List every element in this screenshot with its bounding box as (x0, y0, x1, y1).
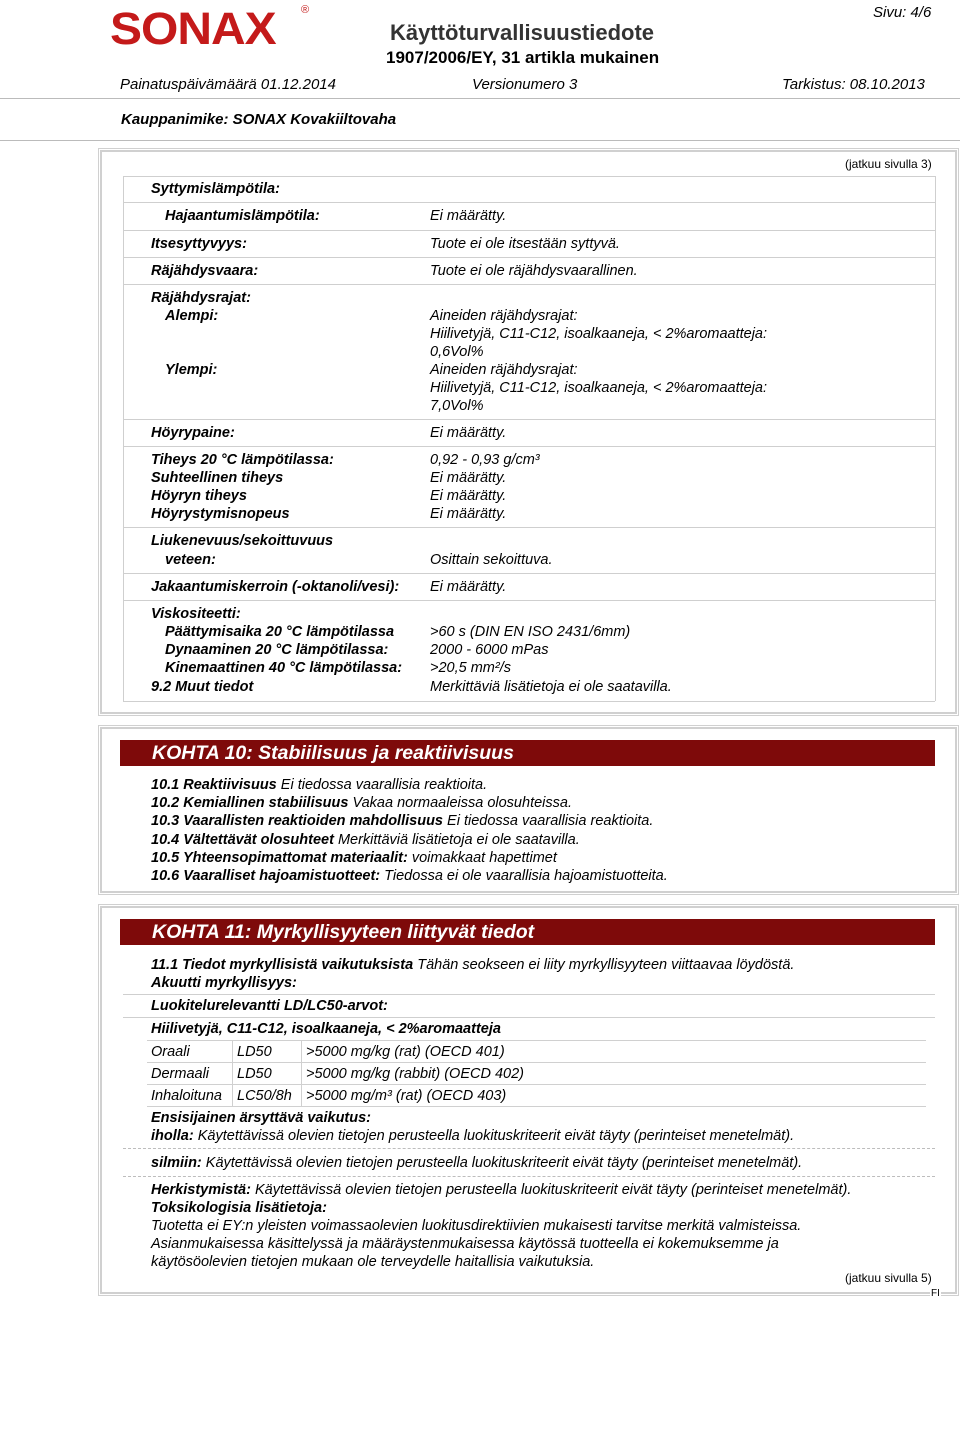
skin-line (151, 1128, 794, 1144)
toxic-effects-label: 11.1 Tiedot myrkyllisistä vaikutuksista (151, 957, 414, 973)
header-divider (0, 98, 960, 99)
viscosity-label: Viskositeetti: (151, 606, 241, 622)
explosion-limits-label: Räjähdysrajat: (151, 290, 251, 306)
partition-value: Ei määrätty. (430, 579, 507, 595)
lower-limit-value-1: Aineiden räjähdysrajat: (430, 308, 578, 324)
divider (123, 257, 935, 258)
explosion-value: Tuote ei ole räjähdysvaarallinen. (430, 263, 638, 279)
route-cell: Dermaali (147, 1063, 233, 1085)
partition-label: Jakaantumiskerroin (-oktanoli/vesi): (151, 579, 400, 595)
divider (123, 284, 935, 285)
section-10-item (151, 795, 572, 811)
route-cell: Inhaloituna (147, 1085, 233, 1107)
divider (123, 994, 935, 995)
item-text: voimakkaat hapettimet (411, 850, 557, 866)
revision-date: Tarkistus: 08.10.2013 (782, 76, 925, 93)
solubility-label-water: veteen: (165, 552, 216, 568)
sensitisation-line (151, 1182, 851, 1198)
upper-limit-value-2: Hiilivetyjä, C11-C12, isoalkaaneja, < 2%aromaatteja: (430, 380, 768, 396)
divider (123, 176, 935, 177)
flow-time-value: >60 s (DIN EN ISO 2431/6mm) (430, 624, 631, 640)
item-text: Tiedossa ei ole vaarallisia hajoamistuotteita. (384, 868, 668, 884)
divider (123, 202, 935, 203)
divider (123, 701, 935, 702)
item-text: Ei tiedossa vaarallisia reaktioita. (447, 813, 654, 829)
item-label: 10.1 Reaktiivisuus (151, 777, 277, 793)
ld-values-label: Luokitelurelevantti LD/LC50-arvot: (151, 998, 388, 1014)
vapour-pressure-value: Ei määrätty. (430, 425, 507, 441)
acute-toxicity-label: Akuutti myrkyllisyys: (151, 975, 297, 991)
lower-limit-value-3: 0,6Vol% (430, 344, 484, 360)
decomposition-value: Ei määrätty. (430, 208, 507, 224)
box-right-rule (935, 176, 936, 701)
item-label: 10.2 Kemiallinen stabiilisuus (151, 795, 349, 811)
print-date: Painatuspäivämäärä 01.12.2014 (120, 76, 336, 93)
ld50-table (147, 1040, 926, 1107)
dashed-divider (123, 1176, 935, 1177)
trade-name: Kauppanimike: SONAX Kovakiiltovaha (121, 111, 397, 128)
eye-line (151, 1155, 802, 1171)
upper-limit-value-1: Aineiden räjähdysrajat: (430, 362, 578, 378)
value-cell: >5000 mg/kg (rabbit) (OECD 402) (302, 1063, 927, 1085)
substance-name: Hiilivetyjä, C11-C12, isoalkaaneja, < 2%aromaatteja (151, 1021, 501, 1037)
box-left-rule (123, 176, 124, 701)
table-row (147, 1063, 926, 1085)
toxicology-line-3: käytösöolevien tietojen mukaan ole terveydelle haitallisia vaikutuksia. (151, 1254, 595, 1270)
solubility-value: Osittain sekoittuva. (430, 552, 553, 568)
evaporation-label: Höyrystymisnopeus (151, 506, 290, 522)
language-code: FI (931, 1288, 940, 1299)
skin-text: Käytettävissä olevien tietojen perusteella luokituskriteerit eivät täyty (perinteiset menetelmät). (197, 1128, 795, 1144)
other-info-value: Merkittäviä lisätietoja ei ole saatavilla. (430, 679, 672, 695)
continued-to-note: (jatkuu sivulla 5) (845, 1271, 932, 1285)
section-10-item (151, 868, 668, 884)
kinematic-viscosity-label: Kinemaattinen 40 °C lämpötilassa: (165, 660, 403, 676)
divider (123, 573, 935, 574)
flow-time-label: Päättymisaika 20 °C lämpötilassa (165, 624, 395, 640)
table-row (147, 1085, 926, 1107)
upper-limit-label: Ylempi: (165, 362, 218, 378)
relative-density-value: Ei määrätty. (430, 470, 507, 486)
toxicology-line-2: Asianmukaisessa käsittelyssä ja määräystenmukaisessa käytössä tuotteella ei kokemuksemme ja (151, 1236, 779, 1252)
version-number: Versionumero 3 (472, 76, 578, 93)
other-info-label: 9.2 Muut tiedot (151, 679, 254, 695)
toxic-effects-text: Tähän seokseen ei liity myrkyllisyyteen viittaavaa löydöstä. (417, 957, 795, 973)
item-label: 10.4 Vältettävät olosuhteet (151, 832, 334, 848)
section-10-heading: KOHTA 10: Stabiilisuus ja reaktiivisuus (120, 740, 935, 766)
section-10-item (151, 813, 653, 829)
solubility-label: Liukenevuus/sekoittuvuus (151, 533, 334, 549)
item-text: Merkittäviä lisätietoja ei ole saatavilla. (337, 832, 580, 848)
item-label: 10.3 Vaarallisten reaktioiden mahdollisuus (151, 813, 443, 829)
item-text: Vakaa normaaleissa olosuhteissa. (352, 795, 572, 811)
page-number: Sivu: 4/6 (873, 4, 932, 21)
lower-limit-value-2: Hiilivetyjä, C11-C12, isoalkaaneja, < 2%aromaatteja: (430, 326, 768, 342)
divider (123, 230, 935, 231)
vapour-pressure-label: Höyrypaine: (151, 425, 235, 441)
sonax-logo: SONAX (110, 4, 276, 55)
sensitisation-text: Käytettävissä olevien tietojen perusteella luokituskriteerit eivät täyty (perinteiset menetelmät). (254, 1182, 852, 1198)
item-text: Ei tiedossa vaarallisia reaktioita. (280, 777, 488, 793)
decomposition-label: Hajaantumislämpötila: (165, 208, 320, 224)
section-10-item (151, 850, 557, 866)
eye-label: silmiin: (151, 1155, 202, 1171)
toxic-effects-line (151, 957, 794, 973)
divider (123, 1017, 935, 1018)
item-label: 10.5 Yhteensopimattomat materiaalit: (151, 850, 408, 866)
regulation-subtitle: 1907/2006/EY, 31 artikla mukainen (386, 48, 660, 67)
irritant-effect-label: Ensisijainen ärsyttävä vaikutus: (151, 1110, 372, 1126)
vapour-density-label: Höyryn tiheys (151, 488, 247, 504)
section-10-item (151, 832, 580, 848)
evaporation-value: Ei määrätty. (430, 506, 507, 522)
kinematic-viscosity-value: >20,5 mm²/s (430, 660, 511, 676)
value-cell: >5000 mg/m³ (rat) (OECD 403) (302, 1085, 927, 1107)
toxicology-line-1: Tuotetta ei EY:n yleisten voimassaolevien luokitusdirektiivien mukaisesti tarvitse merkitä valmisteissa. (151, 1218, 802, 1234)
divider (123, 600, 935, 601)
divider (123, 419, 935, 420)
autoignition-value: Tuote ei ole itsestään syttyvä. (430, 236, 620, 252)
continued-from-note: (jatkuu sivulla 3) (845, 157, 932, 171)
value-cell: >5000 mg/kg (rat) (OECD 401) (302, 1041, 927, 1063)
divider (123, 527, 935, 528)
flash-point-label: Syttymislämpötila: (151, 181, 280, 197)
registered-mark: ® (301, 4, 310, 16)
explosion-label: Räjähdysvaara: (151, 263, 259, 279)
dynamic-viscosity-label: Dynaaminen 20 °C lämpötilassa: (165, 642, 389, 658)
density-value: 0,92 - 0,93 g/cm³ (430, 452, 540, 468)
dynamic-viscosity-value: 2000 - 6000 mPas (430, 642, 549, 658)
tradename-divider (0, 140, 960, 141)
type-cell: LD50 (233, 1063, 302, 1085)
type-cell: LC50/8h (233, 1085, 302, 1107)
toxicology-label: Toksikologisia lisätietoja: (151, 1200, 327, 1216)
type-cell: LD50 (233, 1041, 302, 1063)
skin-label: iholla: (151, 1128, 194, 1144)
vapour-density-value: Ei määrätty. (430, 488, 507, 504)
section-11-heading: KOHTA 11: Myrkyllisyyteen liittyvät tiedot (120, 919, 935, 945)
upper-limit-value-3: 7,0Vol% (430, 398, 484, 414)
dashed-divider (123, 1148, 935, 1149)
divider (123, 446, 935, 447)
document-title: Käyttöturvallisuustiedote (390, 20, 655, 45)
autoignition-label: Itsesyttyvyys: (151, 236, 247, 252)
density-label: Tiheys 20 °C lämpötilassa: (151, 452, 334, 468)
lower-limit-label: Alempi: (165, 308, 219, 324)
item-label: 10.6 Vaaralliset hajoamistuotteet: (151, 868, 381, 884)
section-10-item (151, 777, 487, 793)
relative-density-label: Suhteellinen tiheys (151, 470, 284, 486)
sensitisation-label: Herkistymistä: (151, 1182, 251, 1198)
route-cell: Oraali (147, 1041, 233, 1063)
eye-text: Käytettävissä olevien tietojen perusteella luokituskriteerit eivät täyty (perinteiset menetelmät). (205, 1155, 803, 1171)
table-row (147, 1041, 926, 1063)
